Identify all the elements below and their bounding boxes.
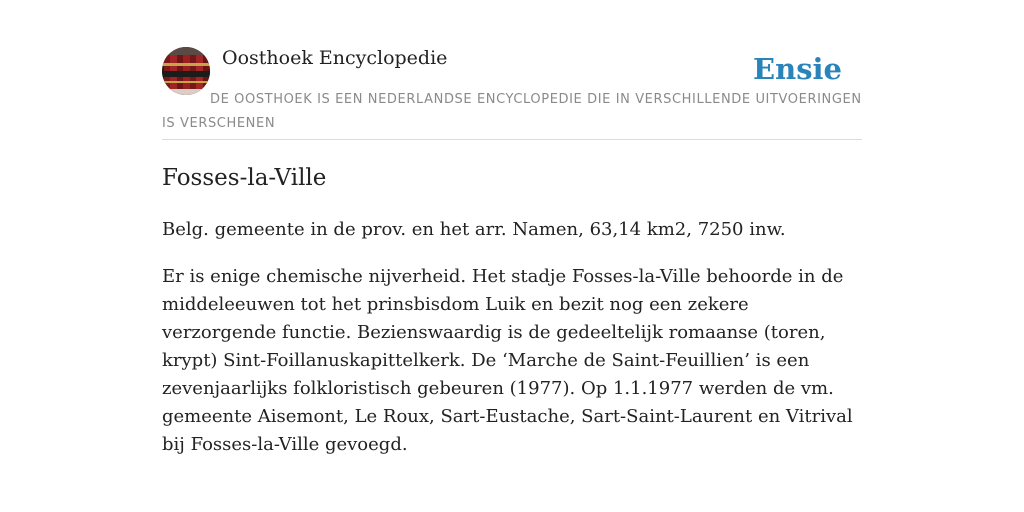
brand-logo-link[interactable]: Ensie [753,52,842,86]
source-header [162,0,862,140]
source-tagline: DE OOSTHOEK IS EEN NEDERLANDSE ENCYCLOPEDIE DIE IN VERSCHILLENDE UITVOERINGEN IS VERSCHENEN [162,92,862,131]
article-paragraph: Er is enige chemische nijverheid. Het stadje Fosses-la-Ville behoorde in de middeleeuwen tot het prinsbisdom Luik en bezit nog een zekere verzorgende functie. Bezienswaardig is de gedeeltelijk romaanse (toren, krypt) Sint-Foillanuskapittelkerk. De ‘Marche de Saint-Feuillien’ is een zevenjaarlijks folkloristisch gebeuren (1977). Op 1.1.1977 werden de vm. gemeente Aisemont, Le Roux, Sart-Eustache, Sart-Saint-Laurent en Vitrival bij Fosses-la-Ville gevoegd. [162,266,853,455]
source-name-link[interactable]: Oosthoek Encyclopedie [222,47,448,69]
page-container [162,0,862,512]
article-paragraph: Belg. gemeente in de prov. en het arr. Namen, 63,14 km2, 7250 inw. [162,219,786,240]
article-title: Fosses-la-Ville [162,165,327,191]
